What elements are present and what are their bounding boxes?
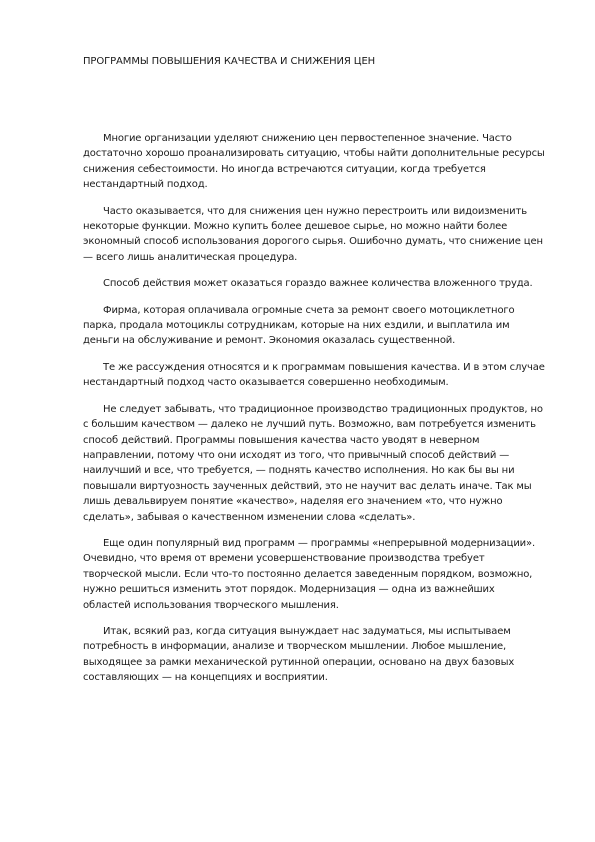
paragraph: Те же рассуждения относятся и к программам повышения качества. И в этом случае нестандартный подход часто оказывается совершенно необходимым. — [83, 361, 545, 389]
paragraph: Способ действия может оказаться гораздо важнее количества вложенного труда. — [103, 278, 533, 290]
paragraph: Часто оказывается, что для снижения цен нужно перестроить или видоизменить некоторые функции. Можно купить более дешевое сырье, но можно найти более экономный способ использования дорогого сырья. Ошибочно думать, что снижение цен — всего лишь аналитическая процедура. — [83, 205, 543, 263]
paragraph: Фирма, которая оплачивала огромные счета за ремонт своего мотоциклетного парка, продала мотоциклы сотрудникам, которые на них ездили, и выплатила им деньги на обслуживание и ремонт. Экономия оказалась существенной. — [83, 304, 515, 347]
paragraph: Не следует забывать, что традиционное производство традиционных продуктов, но с большим качеством — далеко не лучший путь. Возможно, вам потребуется изменить способ действий. Программы повышения качества часто уводят в неверном направлении, потому что они исходят из того, что привычный способ действий — наилучший и все, что требуется, — поднять качество исполнения. Но как бы вы ни повышали виртуозность заученных действий, это не научит вас делать иначе. Так мы лишь девальвируем понятие «качество», наделяя его значением «то, что нужно сделать», забывая о качественном изменении слова «сделать». — [83, 403, 543, 523]
document-title: ПРОГРАММЫ ПОВЫШЕНИЯ КАЧЕСТВА И СНИЖЕНИЯ ЦЕН — [83, 56, 376, 67]
paragraph: Еще один популярный вид программ — программы «непрерывной модернизации». Очевидно, что время от времени усовершенствование производства требует творческой мысли. Если что-то постоянно делается заведенным порядком, возможно, нужно решиться изменить этот порядок. Модернизация — одна из важнейших областей использования творческого мышления. — [83, 537, 536, 611]
paragraph: Итак, всякий раз, когда ситуация вынуждает нас задуматься, мы испытываем потребность в информации, анализе и творческом мышлении. Любое мышление, выходящее за рамки механической рутинной операции, основано на двух базовых составляющих — на концепциях и восприятии. — [83, 625, 515, 684]
document-body — [83, 131, 545, 697]
paragraph: Многие организации уделяют снижению цен первостепенное значение. Часто достаточно хорошо проанализировать ситуацию, чтобы найти дополнительные ресурсы снижения себестоимости. Но иногда встречаются ситуации, когда требуется нестандартный подход. — [83, 133, 545, 191]
